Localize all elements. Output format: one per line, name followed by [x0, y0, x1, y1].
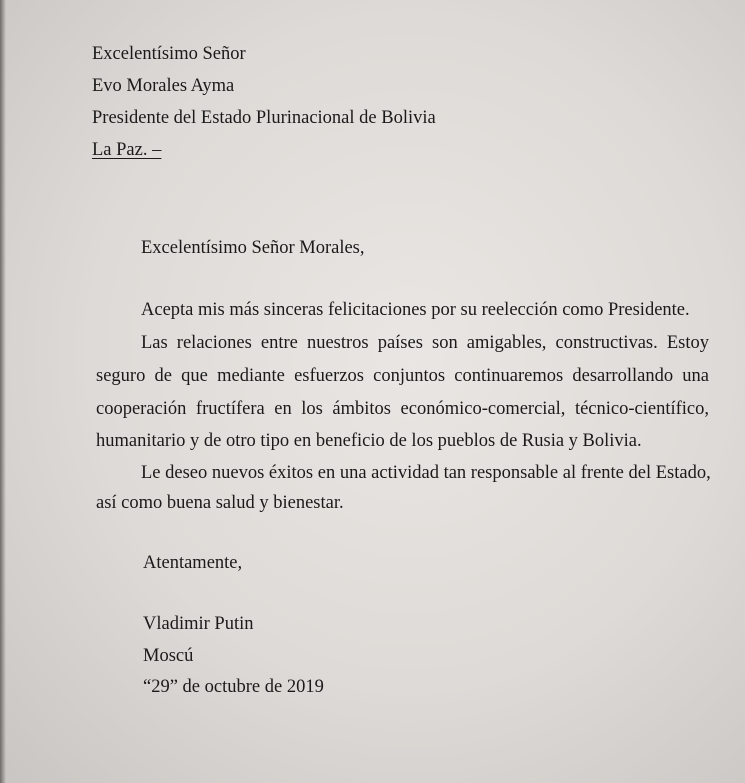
greeting: Excelentísimo Señor Morales,: [141, 238, 365, 258]
paragraph-3-line-1: Le deseo nuevos éxitos en una actividad tan responsable al frente del Estado,: [141, 463, 711, 483]
paragraph-3-line-2: así como buena salud y bienestar.: [96, 493, 344, 513]
signature-name: Vladimir Putin: [143, 614, 254, 634]
paragraph-2-line-2: seguro de que mediante esfuerzos conjuntos continuaremos desarrollando una: [96, 366, 709, 386]
paragraph-1: Acepta mis más sinceras felicitaciones por su reelección como Presidente.: [141, 300, 690, 320]
signature-date: “29” de octubre de 2019: [143, 677, 324, 697]
paragraph-2-line-4: humanitario y de otro tipo en beneficio de los pueblos de Rusia y Bolivia.: [96, 431, 642, 451]
recipient-name: Evo Morales Ayma: [92, 76, 235, 96]
closing: Atentamente,: [143, 553, 243, 573]
recipient-title: Excelentísimo Señor: [92, 44, 246, 64]
signature-city: Moscú: [143, 646, 194, 666]
recipient-position: Presidente del Estado Plurinacional de Bolivia: [92, 108, 436, 128]
recipient-city: La Paz. –: [92, 140, 162, 160]
paragraph-2-line-3: cooperación fructífera en los ámbitos económico-comercial, técnico-científico,: [96, 399, 709, 419]
paragraph-2-line-1: Las relaciones entre nuestros países son amigables, constructivas. Estoy: [141, 333, 709, 353]
